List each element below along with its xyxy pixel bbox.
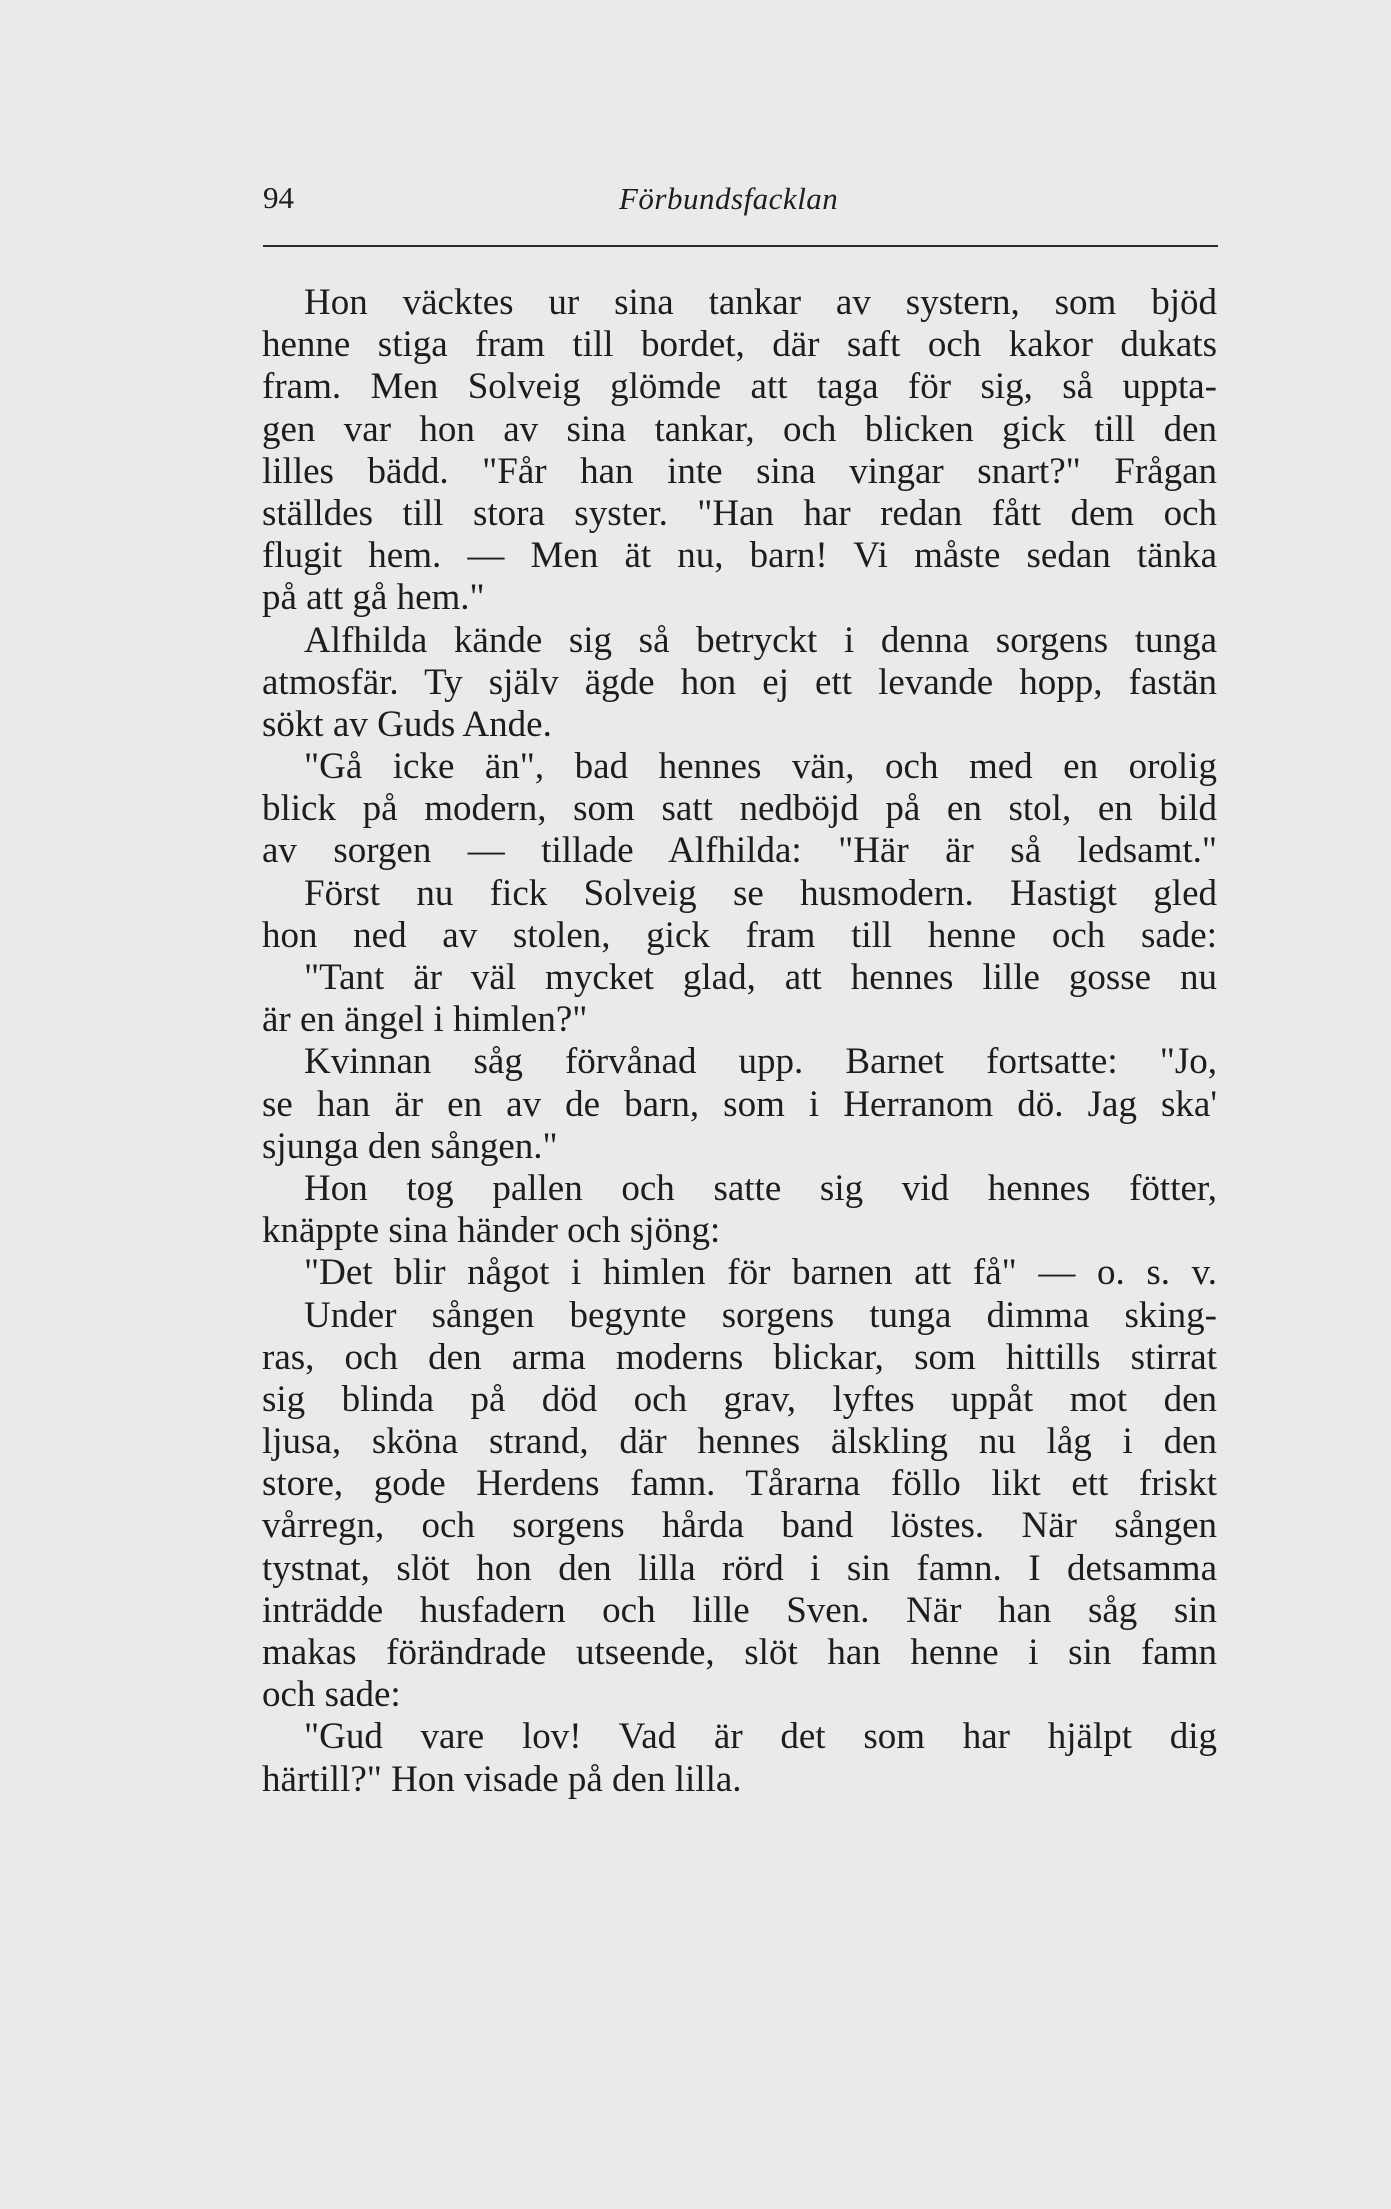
text-line: Kvinnan såg förvånad upp. Barnet fortsatte: "Jo, — [304, 1041, 1217, 1083]
text-line: atmosfär. Ty själv ägde hon ej ett levande hopp, fastän — [262, 661, 1217, 703]
text-line: av sorgen — tillade Alfhilda: "Här är så ledsamt." — [262, 830, 1217, 872]
text-line: makas förändrade utseende, slöt han henne i sin famn — [262, 1632, 1217, 1673]
text-line: ljusa, sköna strand, där hennes älskling nu låg i den — [262, 1421, 1217, 1463]
text-line: sig blinda på död och grav, lyftes uppåt mot den — [262, 1378, 1217, 1420]
text-line: fram. Men Solveig glömde att taga för sig, så uppta- — [262, 366, 1217, 408]
text-line: Alfhilda kände sig så betryckt i denna sorgens tunga — [304, 619, 1217, 661]
page-number: 94 — [263, 180, 294, 215]
text-line: Först nu fick Solveig se husmodern. Hastigt gled — [304, 872, 1217, 914]
body-text — [262, 282, 1217, 1801]
text-line: Hon tog pallen och satte sig vid hennes fötter, — [304, 1167, 1217, 1209]
text-line: på att gå hem." — [262, 577, 485, 619]
text-line: Under sången begynte sorgens tunga dimma sking- — [304, 1294, 1217, 1336]
text-line: "Gud vare lov! Vad är det som har hjälpt dig — [304, 1716, 1217, 1758]
text-line: Hon väcktes ur sina tankar av systern, som bjöd — [304, 282, 1217, 323]
text-line: blick på modern, som satt nedböjd på en stol, en bild — [262, 788, 1217, 830]
text-line: sjunga den sången." — [262, 1125, 558, 1167]
text-line: henne stiga fram till bordet, där saft och kakor dukats — [262, 324, 1217, 366]
text-line: lilles bädd. "Får han inte sina vingar snart?" Frågan — [262, 450, 1217, 492]
text-line: hon ned av stolen, gick fram till henne och sade: — [262, 914, 1217, 956]
text-line: "Gå icke än", bad hennes vän, och med en orolig — [304, 746, 1217, 788]
text-line: "Tant är väl mycket glad, att hennes lille gosse nu — [304, 957, 1217, 998]
text-line: knäppte sina händer och sjöng: — [262, 1210, 721, 1252]
text-line: ras, och den arma moderns blickar, som hittills stirrat — [262, 1336, 1217, 1378]
text-line: inträdde husfadern och lille Sven. När han såg sin — [262, 1589, 1217, 1631]
text-line: store, gode Herdens famn. Tårarna föllo likt ett friskt — [262, 1463, 1217, 1505]
text-line: ställdes till stora syster. "Han har redan fått dem och — [262, 492, 1217, 534]
text-line: är en ängel i himlen?" — [262, 999, 588, 1041]
text-line: se han är en av de barn, som i Herranom dö. Jag ska' — [262, 1083, 1217, 1125]
text-line: härtill?" Hon visade på den lilla. — [262, 1758, 742, 1800]
running-title: Förbundsfacklan — [619, 181, 839, 216]
header-rule — [263, 245, 1218, 247]
text-line: gen var hon av sina tankar, och blicken gick till den — [262, 408, 1217, 450]
text-line: tystnat, slöt hon den lilla rörd i sin famn. I detsamma — [262, 1547, 1217, 1589]
text-line: och sade: — [262, 1674, 401, 1716]
page-header — [263, 178, 1218, 218]
text-line: sökt av Guds Ande. — [262, 703, 552, 745]
text-line: vårregn, och sorgens hårda band löstes. När sången — [262, 1505, 1217, 1547]
text-line: "Det blir något i himlen för barnen att få" — o. s. v. — [304, 1252, 1217, 1294]
text-line: flugit hem. — Men ät nu, barn! Vi måste sedan tänka — [262, 535, 1217, 577]
